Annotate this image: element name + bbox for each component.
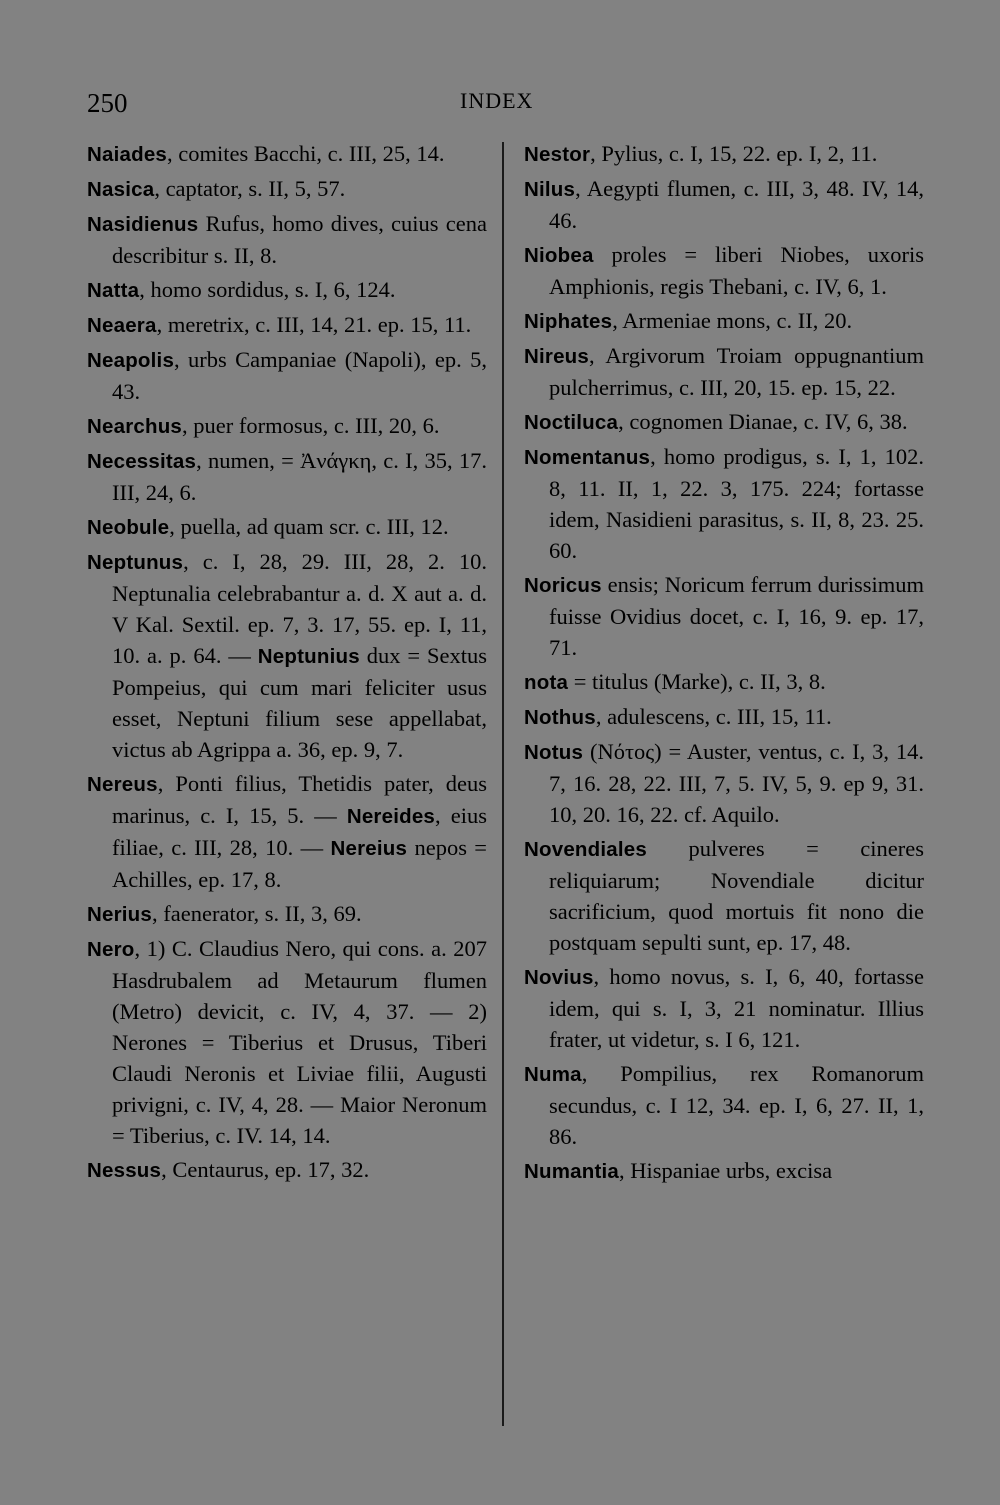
- sub-headword: Nereius: [330, 837, 408, 860]
- headword: Numantia: [524, 1160, 620, 1183]
- entry-text: proles = liberi Niobes, uxoris Amphionis, regis Thebani, c. IV, 6, 1.: [549, 242, 924, 299]
- entry-text: , adulescens, c. III, 15, 11.: [595, 704, 832, 729]
- headword: Neaera: [87, 314, 157, 337]
- headword: Nireus: [524, 345, 590, 368]
- headword: Nomentanus: [524, 446, 651, 469]
- index-entry-numantia: [524, 1155, 924, 1187]
- entry-text: dux = Sextus Pompeius, qui cum mari feliciter usus esset, Neptuni filium sese appellabat, victus ab Agrippa a. 36, ep. 9, 7.: [112, 643, 487, 762]
- index-entry-nerius: [87, 898, 487, 930]
- index-entry-nestor: [524, 138, 924, 170]
- entry-text: , faenerator, s. II, 3, 69.: [152, 901, 362, 926]
- entry-text: , Argivorum Troiam oppugnantium pulcherrimus, c. III, 20, 15. ep. 15, 22.: [549, 343, 924, 400]
- entry-text: , eius filiae, c. III, 28, 10. —: [112, 803, 487, 860]
- entry-text: , c. I, 28, 29. III, 28, 2. 10. Neptunalia celebrabantur a. d. X aut a. d. V Kal. Sextil. ep. 7, 3. 17, 55. ep. I, 11, 10. a. p. 64. —: [112, 549, 487, 668]
- index-entry-neptunus: [87, 546, 487, 765]
- index-entry-noctiluca: [524, 406, 924, 438]
- entry-text: , Hispaniae urbs, excisa: [619, 1158, 833, 1183]
- entry-text: , Pylius, c. I, 15, 22. ep. I, 2, 11.: [590, 141, 878, 166]
- entry-text: , urbs Campaniae (Napoli), ep. 5, 43.: [112, 347, 487, 404]
- index-entry-natta: [87, 274, 487, 306]
- entry-text: , Pompilius, rex Romanorum secundus, c. I 12, 34. ep. I, 6, 27. II, 1, 86.: [549, 1061, 924, 1149]
- entry-text: , Aegypti flumen, c. III, 3, 48. IV, 14, 46.: [549, 176, 924, 233]
- headword: Neobule: [87, 516, 170, 539]
- entry-text: , homo sordidus, s. I, 6, 124.: [139, 277, 396, 302]
- index-entry-nothus: [524, 701, 924, 733]
- index-entry-nireus: [524, 340, 924, 403]
- index-entry-numa: [524, 1058, 924, 1152]
- headword: Nothus: [524, 706, 596, 729]
- index-entry-niobea: [524, 239, 924, 302]
- headword: Naiades: [87, 143, 168, 166]
- index-entry-nomentanus: [524, 441, 924, 566]
- headword: Nerius: [87, 903, 153, 926]
- headword: Noctiluca: [524, 411, 619, 434]
- headword: Nasidienus: [87, 213, 199, 236]
- entry-text: = titulus (Marke), c. II, 3, 8.: [568, 669, 826, 694]
- entry-text: , Centaurus, ep. 17, 32.: [161, 1157, 370, 1182]
- index-entry-novendiales: [524, 833, 924, 958]
- entry-text: (Νότος) = Auster, ventus, c. I, 3, 14. 7, 16. 28, 22. III, 7, 5. IV, 5, 9. ep 9, 31. 10, 20. 16, 22. cf. Aquilo.: [549, 739, 924, 827]
- entry-text: , puer formosus, c. III, 20, 6.: [182, 413, 440, 438]
- entry-text: pulveres = cineres reliquiarum; Novendiale dicitur sacrificium, quod mortuis fit nono die postquam sepulti sunt, ep. 17, 48.: [549, 836, 924, 955]
- headword: Numa: [524, 1063, 582, 1086]
- entry-text: , meretrix, c. III, 14, 21. ep. 15, 11.: [156, 312, 472, 337]
- entry-text: , 1) C. Claudius Nero, qui cons. a. 207 Hasdrubalem ad Metaurum flumen (Metro) devicit, c. IV, 4, 37. — 2) Nerones = Tiberius et Drusus, Tiberi Claudi Neronis et Liviae filii, Augusti privigni, c. IV, 4, 28. — Maior Neronum = Tiberius, c. IV. 14, 14.: [112, 936, 487, 1148]
- headword: Nasica: [87, 178, 155, 201]
- sub-headword: Neptunius: [257, 645, 360, 668]
- headword: Novendiales: [524, 838, 647, 861]
- index-entry-necessitas: [87, 445, 487, 508]
- headword: Novius: [524, 966, 594, 989]
- headword: Notus: [524, 741, 584, 764]
- column-rule: [502, 142, 504, 1426]
- headword: Necessitas: [87, 450, 197, 473]
- headword: Noricus: [524, 574, 602, 597]
- running-head: INDEX: [460, 88, 534, 113]
- index-entry-neapolis: [87, 344, 487, 407]
- index-entry-nilus: [524, 173, 924, 236]
- left-column: [87, 138, 487, 1189]
- headword: Neapolis: [87, 349, 175, 372]
- index-entry-nero: [87, 933, 487, 1151]
- index-entry-novius: [524, 961, 924, 1055]
- index-entry-nearchus: [87, 410, 487, 442]
- headword: Niobea: [524, 244, 594, 267]
- entry-text: , cognomen Dianae, c. IV, 6, 38.: [618, 409, 908, 434]
- index-entry-noricus: [524, 569, 924, 663]
- index-entry-neaera: [87, 309, 487, 341]
- index-entry-nasica: [87, 173, 487, 205]
- index-entry-niphates: [524, 305, 924, 337]
- entry-text: , numen, = Ἀνάγκη, c. I, 35, 17. III, 24, 6.: [112, 448, 487, 505]
- sub-headword: Nereides: [346, 805, 436, 828]
- headword: Nestor: [524, 143, 591, 166]
- index-entry-nessus: [87, 1154, 487, 1186]
- headword: Nessus: [87, 1159, 162, 1182]
- index-entry-naiades: [87, 138, 487, 170]
- index-entry-neobule: [87, 511, 487, 543]
- entry-text: , captator, s. II, 5, 57.: [154, 176, 346, 201]
- entry-text: , Ponti filius, Thetidis pater, deus marinus, c. I, 15, 5. —: [112, 771, 487, 828]
- entry-text: , comites Bacchi, c. III, 25, 14.: [167, 141, 445, 166]
- headword: Nero: [87, 938, 135, 961]
- headword: Nilus: [524, 178, 576, 201]
- entry-text: , Armeniae mons, c. II, 20.: [612, 308, 853, 333]
- index-entry-nasidienus: [87, 208, 487, 271]
- page-number: 250: [87, 88, 128, 118]
- headword: nota: [524, 671, 569, 694]
- headword: Natta: [87, 279, 140, 302]
- headword: Niphates: [524, 310, 613, 333]
- entry-text: ensis; Noricum ferrum durissimum fuisse Ovidius docet, c. I, 16, 9. ep. 17, 71.: [549, 572, 924, 660]
- entry-text: , puella, ad quam scr. c. III, 12.: [169, 514, 449, 539]
- entry-text: , homo novus, s. I, 6, 40, fortasse idem, qui s. I, 3, 21 nominatur. Illius frater, ut videtur, s. I 6, 121.: [549, 964, 924, 1052]
- entry-text: nepos = Achilles, ep. 17, 8.: [112, 835, 487, 892]
- headword: Nereus: [87, 773, 158, 796]
- right-column: [524, 138, 924, 1190]
- index-entry-notus: [524, 736, 924, 830]
- headword: Nearchus: [87, 415, 183, 438]
- entry-text: Rufus, homo dives, cuius cena describitur s. II, 8.: [112, 211, 487, 268]
- headword: Neptunus: [87, 551, 184, 574]
- index-entry-nota: [524, 666, 924, 698]
- entry-text: , homo prodigus, s. I, 1, 102. 8, 11. II, 1, 22. 3, 175. 224; fortasse idem, Nasidieni parasitus, s. II, 8, 23. 25. 60.: [549, 444, 924, 563]
- index-entry-nereus: [87, 768, 487, 895]
